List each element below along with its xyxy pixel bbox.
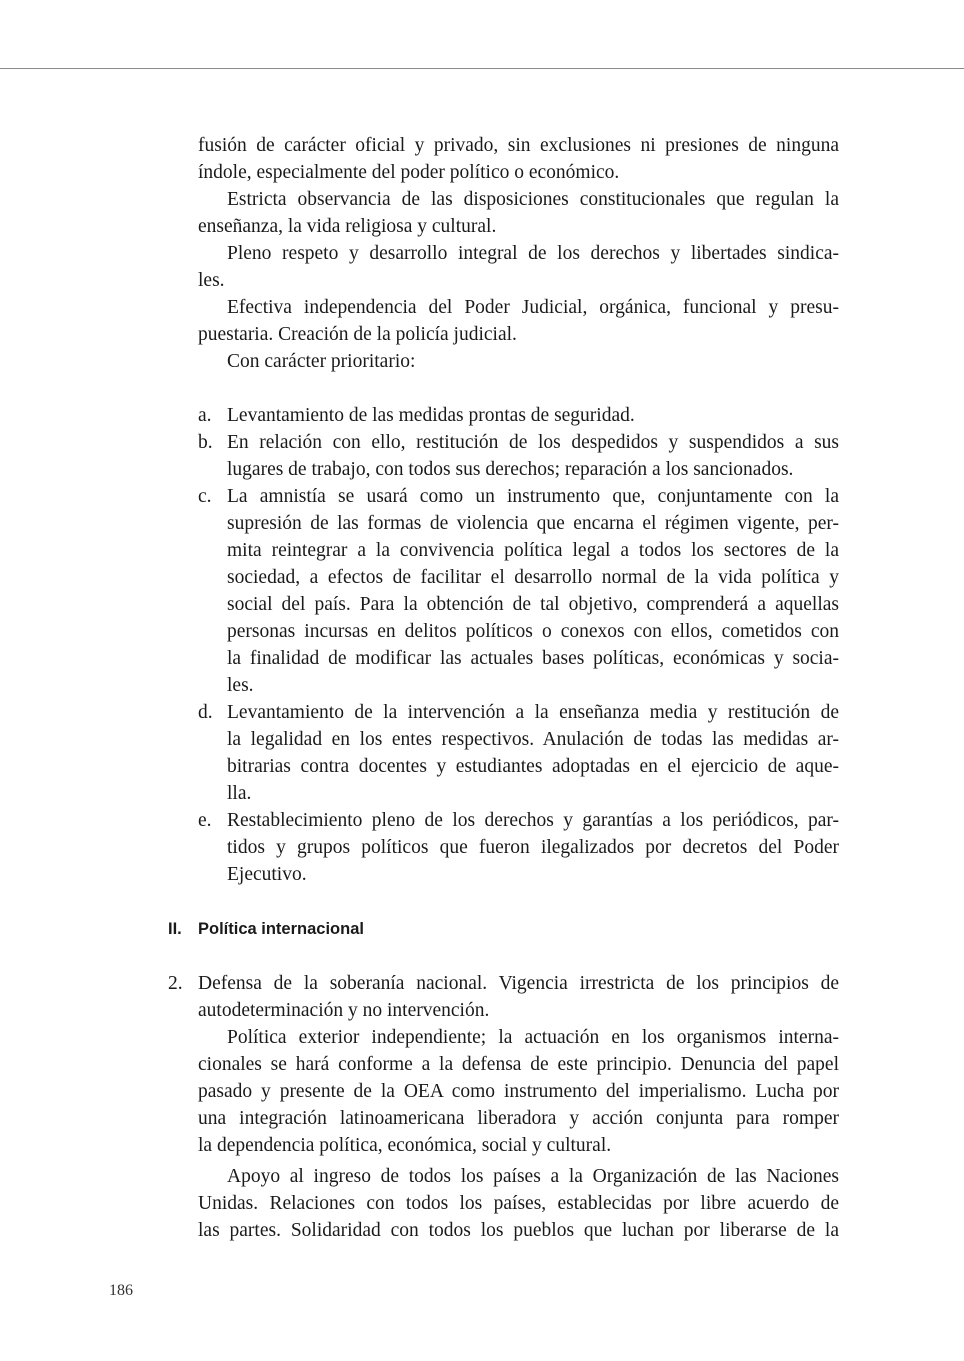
- text-line: les.: [227, 675, 254, 696]
- header-rule: [0, 68, 964, 69]
- text-line: Efectiva independencia del Poder Judicial, orgánica, funcional y presu-: [227, 297, 839, 318]
- text-line: En relación con ello, restitución de los despedidos y suspendidos a sus: [227, 432, 839, 453]
- list-item: [227, 807, 839, 888]
- text-line: Política exterior independiente; la actuación en los organismos interna-: [227, 1027, 839, 1048]
- text-line: la dependencia política, económica, social y cultural.: [198, 1135, 612, 1156]
- text-line: La amnistía se usará como un instrumento que, conjuntamente con la: [227, 486, 839, 507]
- text-line: autodeterminación y no intervención.: [198, 1000, 490, 1021]
- text-line: Estricta observancia de las disposiciones constitucionales que regulan la: [227, 189, 839, 210]
- section-number: II.: [168, 920, 182, 938]
- text-line: Defensa de la soberanía nacional. Vigencia irrestricta de los principios de: [198, 973, 839, 994]
- list-marker: e.: [198, 810, 212, 831]
- list-item: [227, 402, 839, 429]
- text-line: una integración latinoamericana liberadora y acción conjunta para romper: [198, 1108, 839, 1129]
- list-item: [227, 699, 839, 807]
- intro-text: [198, 132, 839, 375]
- text-line: Unidas. Relaciones con todos los países, establecidas por libre acuerdo de: [198, 1193, 839, 1214]
- section-title: Política internacional: [198, 920, 364, 938]
- text-line: puestaria. Creación de la policía judicial.: [198, 324, 517, 345]
- text-line: sociedad, a efectos de facilitar el desarrollo normal de la vida política y: [227, 567, 839, 588]
- point-text: [198, 970, 839, 1244]
- list-marker: a.: [198, 405, 212, 426]
- text-line: Levantamiento de la intervención a la enseñanza media y restitución de: [227, 702, 839, 723]
- text-line: supresión de las formas de violencia que encarna el régimen vigente, per-: [227, 513, 839, 534]
- text-line: Restablecimiento pleno de los derechos y garantías a los periódicos, par-: [227, 810, 839, 831]
- text-line: Pleno respeto y desarrollo integral de los derechos y libertades sindica-: [227, 243, 839, 264]
- text-line: les.: [198, 270, 225, 291]
- text-line: Con carácter prioritario:: [227, 351, 416, 372]
- list-item: [227, 429, 839, 483]
- list-marker: b.: [198, 432, 213, 453]
- text-line: fusión de carácter oficial y privado, sin exclusiones ni presiones de ninguna: [198, 135, 839, 156]
- text-line: lla.: [227, 783, 252, 804]
- text-line: enseñanza, la vida religiosa y cultural.: [198, 216, 497, 237]
- text-line: las partes. Solidaridad con todos los pueblos que luchan por liberarse de la: [198, 1220, 839, 1241]
- text-line: cionales se hará conforme a la defensa de este principio. Denuncia del papel: [198, 1054, 839, 1075]
- text-line: mita reintegrar a la convivencia política legal a todos los sectores de la: [227, 540, 839, 561]
- text-line: pasado y presente de la OEA como instrumento del imperialismo. Lucha por: [198, 1081, 839, 1102]
- point-number: 2.: [168, 973, 183, 994]
- text-line: personas incursas en delitos políticos o conexos con ellos, cometidos con: [227, 621, 839, 642]
- text-line: índole, especialmente del poder político o económico.: [198, 162, 620, 183]
- text-line: la finalidad de modificar las actuales bases políticas, económicas y socia-: [227, 648, 839, 669]
- text-line: lugares de trabajo, con todos sus derechos; reparación a los sancionados.: [227, 459, 794, 480]
- list-marker: c.: [198, 486, 212, 507]
- page-number: 186: [109, 1282, 133, 1299]
- text-line: Levantamiento de las medidas prontas de seguridad.: [227, 405, 635, 426]
- text-line: Ejecutivo.: [227, 864, 307, 885]
- text-line: Apoyo al ingreso de todos los países a la Organización de las Naciones: [227, 1166, 839, 1187]
- list-marker: d.: [198, 702, 213, 723]
- text-line: tidos y grupos políticos que fueron ilegalizados por decretos del Poder: [227, 837, 839, 858]
- list-item: [227, 483, 839, 699]
- text-line: la legalidad en los entes respectivos. Anulación de todas las medidas ar-: [227, 729, 839, 750]
- text-line: social del país. Para la obtención de tal objetivo, comprenderá a aquellas: [227, 594, 839, 615]
- text-line: bitrarias contra docentes y estudiantes adoptadas en el ejercicio de aque-: [227, 756, 839, 777]
